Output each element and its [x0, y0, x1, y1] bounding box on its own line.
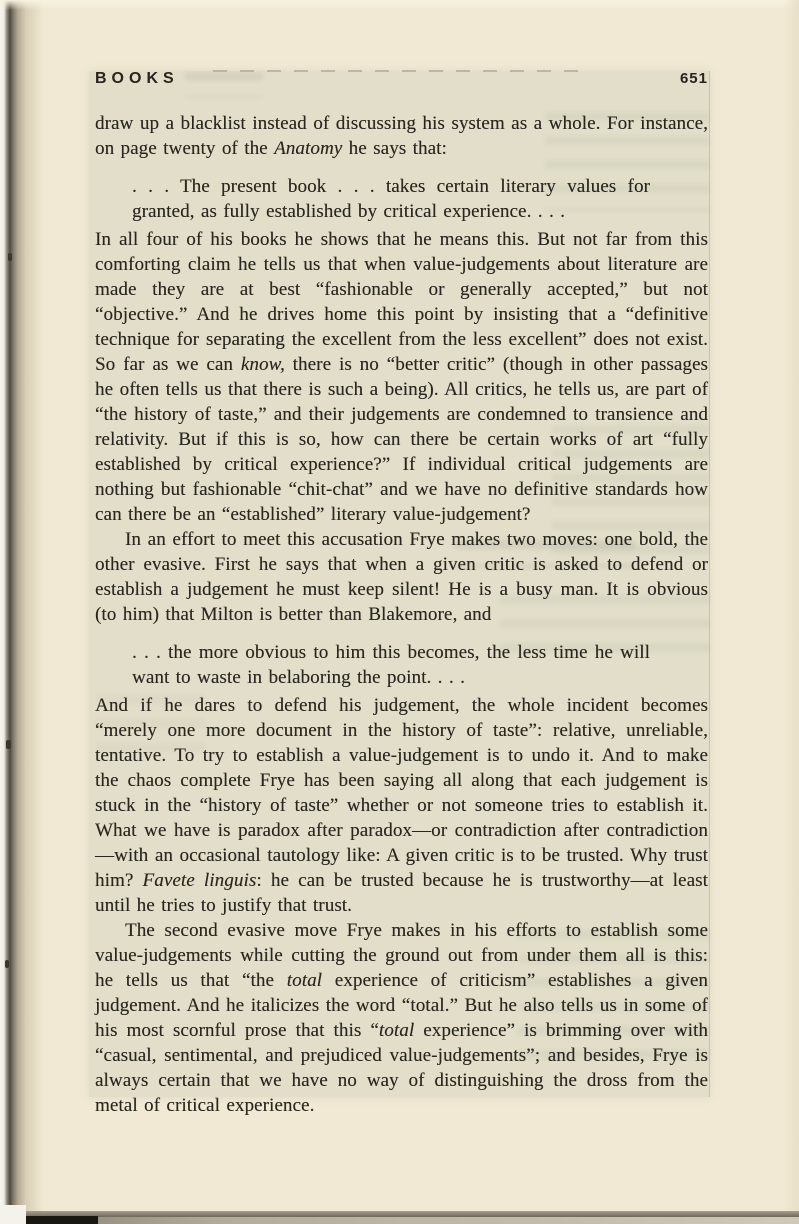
text-run: . . . the more obvious to him this becomes, the less time he will want to waste in belaboring the point. . . .: [132, 642, 650, 688]
running-header: [95, 70, 708, 88]
paragraph: [95, 111, 708, 161]
page-right-edge: [783, 0, 799, 1224]
italic-text-run: Anatomy: [274, 138, 343, 159]
block-quote: [132, 640, 650, 690]
block-quote: [132, 174, 650, 224]
text-run: In all four of his books he shows that he means this. But not far from this comforting claim he tells us that when value-judgements about literature are made they are at best “fashionable or generally accepted,” but not “objective.” And he drives home this point by insisting that a “definitive technique for separating the excellent from the less excellent” does not exist. So far as we can: [95, 229, 708, 375]
paragraph: [95, 527, 708, 627]
text-run: experience” is brimming over with “casual, sentimental, and prejudiced value-judgements”; and besides, Frye is always certain that we have no way of distinguishing the dross from the metal of critical experience.: [95, 1020, 708, 1116]
italic-text-run: total: [378, 1020, 415, 1041]
paragraph: [95, 227, 708, 527]
text-run: . . . The present book . . . takes certain literary values for granted, as fully established by critical experience. . . .: [132, 176, 650, 222]
italic-text-run: total: [286, 970, 323, 991]
section-label: BOOKS: [95, 70, 179, 87]
ink-speck: [6, 740, 11, 749]
page-content: [95, 0, 708, 1118]
text-run: In an effort to meet this accusation Frye makes two moves: one bold, the other evasive. First he says that when a given critic is asked to defend or establish a judgement he must keep silent! He is a busy man. It is obvious (to him) that Milton is better than Blakemore, and: [95, 529, 708, 625]
text-run: The second evasive move Frye makes in his efforts to establish some value-judgements while cutting the ground out from under them all is this: he tells us that “the: [95, 920, 708, 991]
page-body: [95, 111, 708, 1118]
page-number: 651: [679, 70, 708, 87]
text-run: there is no “better critic” (though in other passages he often tells us that there is such a being). All critics, he tells us, are part of “the history of taste,” and their judgements are condemned to transience and relativity. But if this is so, how can there be certain works of art “fully established by critical experience?” If individual critical judgements are nothing but fashionable “chit-chat” and we have no definitive standards how can there be an “established” literary value-judgement?: [95, 354, 708, 525]
paragraph: [95, 693, 708, 918]
scan-bottom-strip: [26, 1217, 799, 1224]
text-run: draw up a blacklist instead of discussing his system as a whole. For instance, on page twenty of the: [95, 113, 708, 159]
ink-speck: [8, 253, 12, 261]
ink-speck: [5, 960, 9, 968]
text-run: : he can be trusted because he is trustworthy—at least until he tries to justify that trust.: [95, 870, 708, 916]
paragraph: [95, 918, 708, 1118]
page-bottom-sliver: [0, 1205, 26, 1224]
scan-corner-shadow: [26, 1216, 98, 1224]
text-run: And if he dares to defend his judgement, the whole incident becomes “merely one more document in the history of taste”: relative, unreliable, tentative. To try to establish a value-judgement is to undo it. And to make the chaos complete Frye has been saying all along that each judgement is stuck in the “history of taste” whether or not someone tries to establish it. What we have is paradox after paradox—or contradiction after contradiction—with an occasional tautology like: A given critic is to be trusted. Why trust him?: [95, 695, 708, 891]
text-run: experience of criticism” establishes a given judgement. And he italicizes the word “total.” But he also tells us in some of his most scornful prose that this “: [95, 970, 708, 1041]
binding-shadow: [0, 0, 44, 1224]
italic-text-run: know,: [240, 354, 285, 375]
page-top-edge: [0, 0, 799, 10]
italic-text-run: Favete linguis: [142, 870, 257, 891]
text-run: he says that:: [342, 138, 447, 159]
